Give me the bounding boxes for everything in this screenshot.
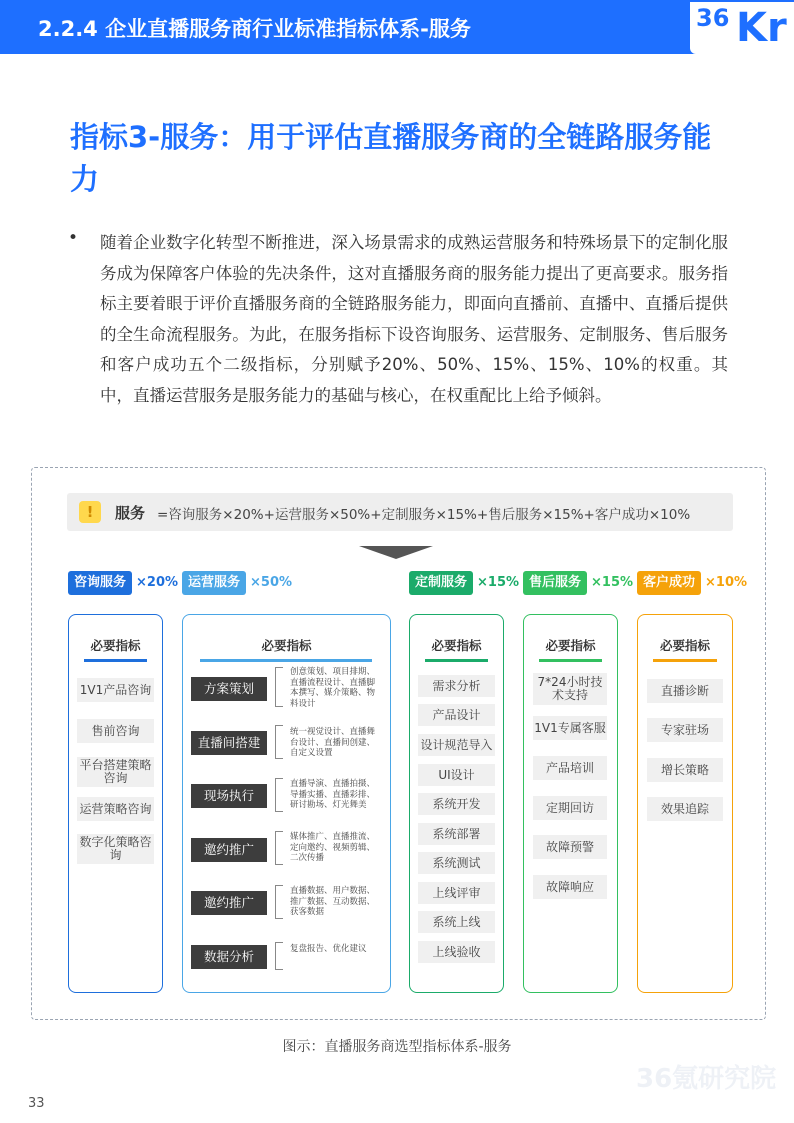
ops-item-desc: 创意策划、项目排期、直播流程设计、直播脚本撰写、媒介策略、物料设计 (290, 667, 376, 709)
bracket (275, 942, 283, 970)
list-item: 故障响应 (533, 875, 607, 899)
list-item: 1V1专属客服 (533, 716, 607, 740)
bracket (275, 778, 283, 812)
success-heading-underline (653, 659, 717, 662)
list-item: 专家驻场 (647, 718, 723, 742)
list-item: 上线评审 (418, 882, 495, 904)
list-item: 数字化策略咨询 (77, 834, 154, 864)
brand-logo (690, 2, 794, 54)
list-item: 系统部署 (418, 823, 495, 845)
ops-item: 直播间搭建 (191, 731, 267, 755)
list-item: 产品设计 (418, 704, 495, 726)
list-item: 7*24小时技术支持 (533, 673, 607, 705)
warning-icon: ! (79, 501, 101, 523)
ops-item-desc: 复盘报告、优化建议 (290, 944, 367, 954)
arrow-down-icon (359, 546, 433, 559)
formula-label: 服务 (115, 504, 146, 522)
list-item: UI设计 (418, 764, 495, 786)
list-item: 售前咨询 (77, 719, 154, 743)
ops-item-desc: 直播数据、用户数据、推广数据、互动数据、获客数据 (290, 886, 376, 917)
bracket (275, 885, 283, 919)
ops-item-desc: 直播导演、直播拍摄、导播实播、直播彩排、研讨勘场、灯光舞美 (290, 779, 376, 810)
bracket (275, 831, 283, 865)
figure-caption: 图示：直播服务商选型指标体系-服务 (282, 1039, 512, 1055)
list-item: 1V1产品咨询 (77, 678, 154, 702)
ops-column-heading: 必要指标 (261, 638, 312, 653)
aftersales-heading-underline (539, 659, 602, 662)
bracket (275, 725, 283, 759)
logo-letters: Kr (736, 5, 787, 51)
main-heading: 指标3-服务：用于评估直播服务商的全链路服务能力 (70, 120, 712, 196)
custom-column-heading: 必要指标 (431, 638, 482, 653)
tag-consult: 咨询服务 (68, 571, 132, 595)
section-title: 2.2.4 企业直播服务商行业标准指标体系-服务 (38, 17, 471, 41)
header-bar (0, 0, 794, 54)
success-column-heading: 必要指标 (659, 638, 710, 653)
body-paragraph: 随着企业数字化转型不断推进，深入场景需求的成熟运营服务和特殊场景下的定制化服务成为保障客户体验的先决条件，这对直播服务商的服务能力提出了更高要求。服务指标主要着眼于评价直播服务商的全链路服务能力，即面向直播前、直播中、直播后提供的全生命流程服务。为此，在服务指标下设咨询服务、运营服务、定制服务、售后服务和客户成功五个二级指标，分别赋予20%、50%、15%、15%、10%的权重。其中，直播运营服务是服务能力的基础与核心，在权重配比上给予倾斜。 (100, 233, 728, 405)
tag-ops: 运营服务 (182, 571, 246, 595)
bullet-icon: • (68, 228, 79, 248)
list-item: 效果追踪 (647, 797, 723, 821)
tag-success-weight: ×10% (705, 575, 748, 590)
list-item: 系统上线 (418, 911, 495, 933)
ops-item-desc: 媒体推广、直播推流、定向邀约、视频剪辑、二次传播 (290, 832, 376, 863)
ops-item: 方案策划 (191, 677, 267, 701)
page-number: 33 (28, 1096, 45, 1111)
formula-equation: =咨询服务×20%+运营服务×50%+定制服务×15%+售后服务×15%+客户成功×10% (157, 507, 691, 523)
list-item: 运营策略咨询 (77, 797, 154, 821)
list-item: 直播诊断 (647, 679, 723, 703)
list-item: 需求分析 (418, 675, 495, 697)
logo-number: 36 (696, 4, 730, 32)
ops-item: 现场执行 (191, 784, 267, 808)
formula-bar (67, 493, 733, 531)
bracket (275, 667, 283, 707)
body-paragraph-block (68, 228, 728, 411)
ops-heading-underline (200, 659, 372, 662)
tag-ops-weight: ×50% (250, 575, 293, 590)
tag-custom: 定制服务 (409, 571, 473, 595)
list-item: 平台搭建策略咨询 (77, 757, 154, 787)
ops-item-desc: 统一视觉设计、直播舞台设计、直播间创建、自定义设置 (290, 727, 376, 758)
tag-consult-weight: ×20% (136, 575, 179, 590)
tag-success: 客户成功 (637, 571, 701, 595)
list-item: 产品培训 (533, 756, 607, 780)
aftersales-column-heading: 必要指标 (545, 638, 596, 653)
list-item: 故障预警 (533, 835, 607, 859)
list-item: 设计规范导入 (418, 734, 495, 756)
list-item: 上线验收 (418, 941, 495, 963)
ops-item: 邀约推广 (191, 838, 267, 862)
consult-heading-underline (84, 659, 147, 662)
list-item: 系统开发 (418, 793, 495, 815)
list-item: 系统测试 (418, 852, 495, 874)
watermark: 36氪研究院 (636, 1064, 777, 1094)
list-item: 定期回访 (533, 796, 607, 820)
ops-item: 邀约推广 (191, 891, 267, 915)
custom-heading-underline (425, 659, 488, 662)
list-item: 增长策略 (647, 758, 723, 782)
tag-aftersales: 售后服务 (523, 571, 587, 595)
consult-column-heading: 必要指标 (90, 638, 141, 653)
tag-aftersales-weight: ×15% (591, 575, 634, 590)
ops-item: 数据分析 (191, 945, 267, 969)
tag-custom-weight: ×15% (477, 575, 520, 590)
